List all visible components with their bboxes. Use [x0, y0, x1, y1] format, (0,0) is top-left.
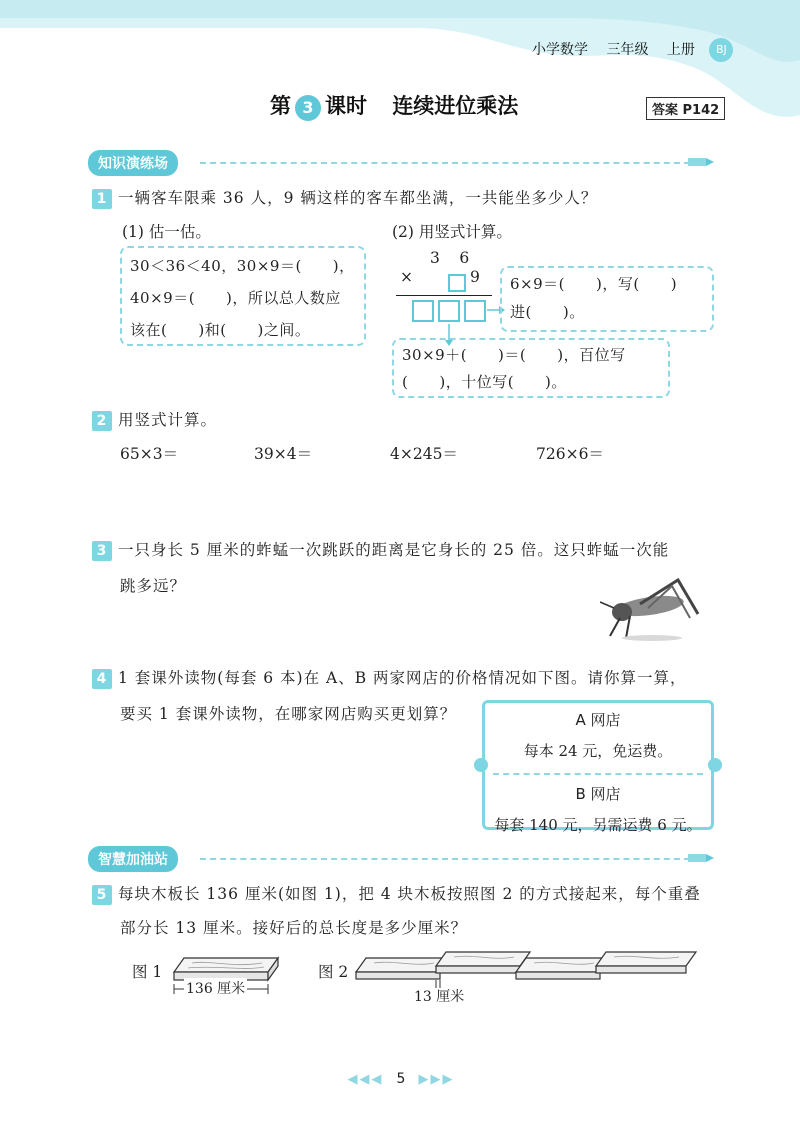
- question-text-line-1: 一只身长 5 厘米的蚱蜢一次跳跃的距离是它身长的 25 倍。这只蚱蜢一次能: [118, 541, 670, 559]
- page-title: [270, 90, 518, 121]
- q4-line-2: 要买 1 套课外读物，在哪家网店购买更划算？: [120, 705, 457, 723]
- q1-estimate-box: [120, 246, 366, 346]
- q2-expr-4: 726×6＝: [536, 445, 604, 463]
- shop-divider: [493, 773, 703, 775]
- header-subject: 小学数学: [532, 42, 588, 58]
- figure-2-label: 图 2: [318, 963, 349, 981]
- shop-a-desc: 每本 24 元，免运费。: [523, 742, 673, 760]
- card-notch-right: [708, 758, 722, 772]
- question-number: 3: [92, 541, 112, 561]
- estimate-line-2: 40×9＝( )，所以总人数应: [130, 289, 341, 307]
- title-prefix: 第: [270, 94, 291, 118]
- estimate-line-1: 30＜36＜40，30×9＝( )，: [130, 257, 355, 275]
- next-arrows-icon: ▶▶▶: [418, 1072, 455, 1087]
- question-text: 一辆客车限乘 36 人，9 辆这样的客车都坐满，一共能坐多少人？: [118, 189, 598, 207]
- question-text-line-1: 1 套课外读物(每套 6 本)在 A、B 两家网店的价格情况如下图。请你算一算，: [118, 669, 687, 687]
- q2-expr-1: 65×3＝: [120, 445, 179, 463]
- q2-expr-3: 4×245＝: [390, 445, 458, 463]
- edition-badge: BJ: [709, 38, 733, 62]
- q5-line-2: 部分长 13 厘米。接好后的总长度是多少厘米？: [120, 919, 468, 937]
- section-divider: [200, 858, 690, 860]
- title-suffix: 课时: [325, 94, 367, 118]
- card-notch-left: [474, 758, 488, 772]
- header-grade: 三年级: [606, 42, 649, 58]
- header-info: [532, 38, 747, 62]
- hint1-line-1: 6×9＝( )，写( ): [510, 275, 678, 293]
- shop-b-name: B 网店: [575, 785, 621, 803]
- shop-a-name: A 网店: [575, 711, 621, 729]
- lesson-number: 3: [295, 95, 321, 121]
- pencil-icon: [688, 155, 714, 169]
- q1-hint-box-2: [392, 338, 670, 398]
- hint2-line-2: ( )，十位写( )。: [402, 373, 567, 391]
- section-practice: 知识演练场: [88, 150, 178, 176]
- page-number: 5: [396, 1071, 406, 1087]
- q2-expr-2: 39×4＝: [254, 445, 313, 463]
- section-challenge: 智慧加油站: [88, 846, 178, 872]
- pencil-icon: [688, 851, 714, 865]
- question-text: 用竖式计算。: [118, 411, 218, 429]
- question-5: [92, 876, 701, 912]
- question-number: 4: [92, 669, 112, 689]
- hint1-line-2: 进( )。: [510, 303, 585, 321]
- question-2: [92, 402, 217, 438]
- prev-arrows-icon: ◀◀◀: [347, 1072, 384, 1087]
- q1-part1-label: (1) 估一估。: [122, 223, 211, 241]
- page-footer: [346, 1068, 456, 1087]
- section-divider: [200, 162, 690, 164]
- question-number: 5: [92, 885, 112, 905]
- q1-hint-box-1: [500, 266, 714, 332]
- question-1: [92, 180, 597, 216]
- shop-b-desc: 每套 140 元，另需运费 6 元。: [494, 816, 702, 834]
- board-figure-2: [354, 950, 704, 990]
- figure-1-label: 图 1: [132, 963, 163, 981]
- question-number: 1: [92, 189, 112, 209]
- answer-reference: 答案 P142: [646, 97, 725, 120]
- q1-part2-label: (2) 用竖式计算。: [392, 223, 512, 241]
- vertical-top-digits: 3 6: [430, 249, 472, 267]
- question-4: [92, 660, 687, 696]
- grasshopper-icon: [600, 574, 720, 644]
- q3-line-2: 跳多远？: [120, 577, 187, 595]
- question-number: 2: [92, 411, 112, 431]
- vertical-times-sign: ×: [400, 268, 413, 286]
- hint2-line-1: 30×9＋( )＝( )，百位写: [402, 346, 626, 364]
- estimate-line-3: 该在( )和( )之间。: [130, 321, 311, 339]
- shop-price-card: [482, 700, 714, 834]
- question-text-line-1: 每块木板长 136 厘米(如图 1)，把 4 块木板按照图 2 的方式接起来，每个重叠: [118, 885, 701, 903]
- lesson-name: 连续进位乘法: [392, 94, 519, 118]
- vertical-multiplier: 9: [470, 268, 480, 286]
- figure-1-measure: 136 厘米: [184, 978, 247, 998]
- question-3: [92, 532, 669, 568]
- header-volume: 上册: [666, 42, 695, 58]
- figure-2-measure: 13 厘米: [414, 989, 465, 1005]
